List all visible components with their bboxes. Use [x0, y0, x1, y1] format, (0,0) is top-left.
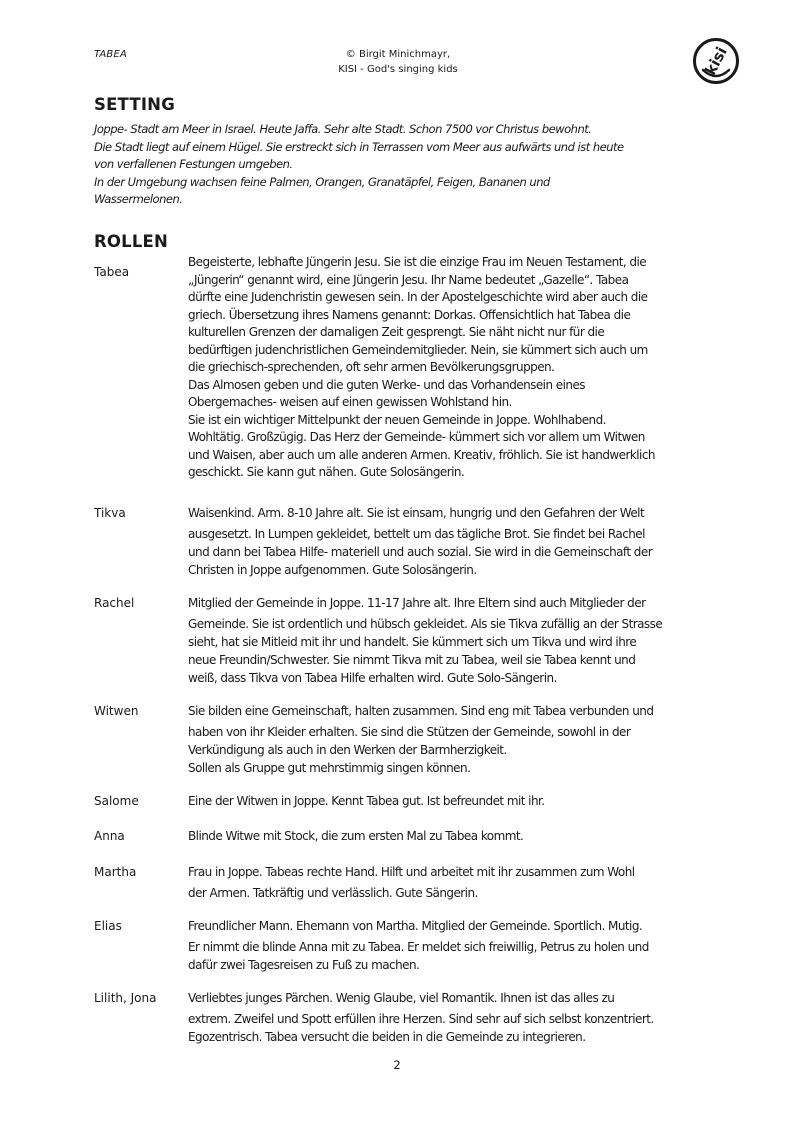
- role-line: geschickt. Sie kann gut nähen. Gute Solosängerin.: [188, 465, 465, 479]
- role-name-witwen: Witwen: [94, 704, 139, 718]
- role-line: Obergemaches- weisen auf einen gewissen Wohlstand hin.: [188, 395, 512, 409]
- role-name-tabea: Tabea: [94, 265, 130, 279]
- header-copyright-line: KISI - God's singing kids: [338, 64, 458, 75]
- kisi-logo: [692, 37, 740, 85]
- role-line: Sollen als Gruppe gut mehrstimmig singen können.: [188, 761, 471, 775]
- role-description-rachel: [188, 594, 703, 687]
- role-line: bedürftigen judenchristlichen Gemeindemitglieder. Nein, sie kümmert sich auch um: [188, 342, 648, 357]
- role-line: weiß, dass Tikva von Tabea Hilfe erhalten wird. Gute Solo-Sängerin.: [188, 671, 557, 685]
- role-line: Eine der Witwen in Joppe. Kennt Tabea gut. Ist befreundet mit ihr.: [188, 794, 545, 808]
- role-line: Frau in Joppe. Tabeas rechte Hand. Hilft und arbeitet mit ihr zusammen zum Wohl: [188, 865, 635, 879]
- role-line: Blinde Witwe mit Stock, die zum ersten Mal zu Tabea kommt.: [188, 829, 524, 843]
- role-line: und Waisen, aber auch um alle anderen Armen. Kreativ, fröhlich. Sie ist handwerklich: [188, 447, 655, 462]
- setting-line: In der Umgebung wachsen feine Palmen, Orangen, Granatäpfel, Feigen, Bananen und: [94, 174, 550, 189]
- role-line: Sie bilden eine Gemeinschaft, halten zusammen. Sind eng mit Tabea verbunden und: [188, 704, 654, 718]
- role-name-elias: Elias: [94, 919, 122, 933]
- role-line: Egozentrisch. Tabea versucht die beiden in die Gemeinde zu integrieren.: [188, 1030, 586, 1044]
- role-line: dürfte eine Judenchristin gewesen sein. In der Apostelgeschichte wird aber auch die: [188, 290, 648, 304]
- setting-line: Joppe- Stadt am Meer in Israel. Heute Jaffa. Sehr alte Stadt. Schon 7500 vor Christus bewohnt.: [94, 122, 592, 136]
- role-line: Das Almosen geben und die guten Werke- und das Vorhandensein eines: [188, 377, 585, 392]
- role-name-tikva: Tikva: [94, 506, 126, 520]
- header-document-title: TABEA: [94, 49, 128, 60]
- role-name-anna: Anna: [94, 829, 125, 843]
- role-line: Wohltätig. Großzügig. Das Herz der Gemeinde- kümmert sich vor allem um Witwen: [188, 430, 645, 444]
- role-description-elias: [188, 917, 703, 974]
- logo-text: kisi: [701, 43, 731, 79]
- role-line: Sie ist ein wichtiger Mittelpunkt der neuen Gemeinde in Joppe. Wohlhabend.: [188, 412, 606, 427]
- role-line: Verliebtes junges Pärchen. Wenig Glaube, viel Romantik. Ihnen ist das alles zu: [188, 991, 615, 1005]
- role-line: haben von ihr Kleider erhalten. Sie sind die Stützen der Gemeinde, sowohl in der: [188, 725, 631, 739]
- setting-line: Die Stadt liegt auf einem Hügel. Sie erstreckt sich in Terrassen vom Meer aus aufwärts und ist heute: [94, 139, 624, 154]
- role-description-tikva: [188, 504, 703, 579]
- role-name-salome: Salome: [94, 794, 139, 808]
- header-copyright-line: © Birgit Minichmayr,: [345, 49, 451, 60]
- role-line: „Jüngerin“ genannt wird, eine Jüngerin Jesu. Ihr Name bedeutet „Gazelle“. Tabea: [188, 272, 629, 287]
- role-line: ausgesetzt. In Lumpen gekleidet, bettelt um das tägliche Brot. Sie findet bei Rachel: [188, 527, 645, 541]
- role-line: Verkündigung als auch in den Werken der Barmherzigkeit.: [188, 743, 507, 757]
- setting-paragraph: [94, 121, 714, 209]
- setting-line: Wassermelonen.: [94, 192, 183, 206]
- role-line: die griechisch-sprechenden, oft sehr armen Bevölkerungsgruppen.: [188, 360, 555, 374]
- setting-heading: SETTING: [94, 95, 175, 114]
- role-name-rachel: Rachel: [94, 596, 135, 610]
- role-line: dafür zwei Tagesreisen zu Fuß zu machen.: [188, 958, 420, 972]
- role-line: Waisenkind. Arm. 8-10 Jahre alt. Sie ist einsam, hungrig und den Gefahren der Welt: [188, 506, 645, 520]
- role-line: extrem. Zweifel und Spott erfüllen ihre Herzen. Sind sehr auf sich selbst konzentriert.: [188, 1012, 654, 1026]
- role-line: Er nimmt die blinde Anna mit zu Tabea. Er meldet sich freiwillig, Petrus zu holen und: [188, 940, 649, 954]
- role-description-martha: [188, 863, 703, 902]
- role-description-salome: [188, 792, 703, 810]
- setting-line: von verfallenen Festungen umgeben.: [94, 157, 293, 171]
- role-line: und dann bei Tabea Hilfe- materiell und auch sozial. Sie wird in die Gemeinschaft der: [188, 545, 653, 559]
- header-copyright: [300, 47, 496, 77]
- role-line: sieht, hat sie Mitleid mit ihr und handelt. Sie kümmert sich um Tikva und wird ihre: [188, 635, 637, 649]
- role-line: Gemeinde. Sie ist ordentlich und hübsch gekleidet. Als sie Tikva zufällig an der Strasse: [188, 617, 663, 631]
- role-line: Freundlicher Mann. Ehemann von Martha. Mitglied der Gemeinde. Sportlich. Mutig.: [188, 919, 643, 933]
- role-name-martha: Martha: [94, 865, 137, 879]
- role-line: Begeisterte, lebhafte Jüngerin Jesu. Sie ist die einzige Frau im Neuen Testament, die: [188, 255, 647, 269]
- role-line: Christen in Joppe aufgenommen. Gute Solosängerin.: [188, 563, 477, 577]
- rollen-heading: ROLLEN: [94, 232, 169, 251]
- role-line: Mitglied der Gemeinde in Joppe. 11-17 Jahre alt. Ihre Eltern sind auch Mitglieder der: [188, 596, 646, 610]
- role-line: der Armen. Tatkräftig und verlässlich. Gute Sängerin.: [188, 886, 478, 900]
- role-line: kulturellen Grenzen der damaligen Zeit gesprengt. Sie näht nicht nur für die: [188, 325, 605, 339]
- role-description-witwen: [188, 702, 703, 777]
- role-line: griech. Übersetzung ihres Namens genannt: Dorkas. Offensichtlich hat Tabea die: [188, 307, 631, 322]
- role-name-lilith-jona: Lilith, Jona: [94, 991, 157, 1005]
- role-description-tabea: [188, 254, 703, 482]
- role-description-anna: [188, 827, 703, 845]
- page-number: 2: [393, 1058, 401, 1072]
- role-line: neue Freundin/Schwester. Sie nimmt Tikva mit zu Tabea, weil sie Tabea kennt und: [188, 653, 636, 667]
- role-description-lilith-jona: [188, 989, 703, 1046]
